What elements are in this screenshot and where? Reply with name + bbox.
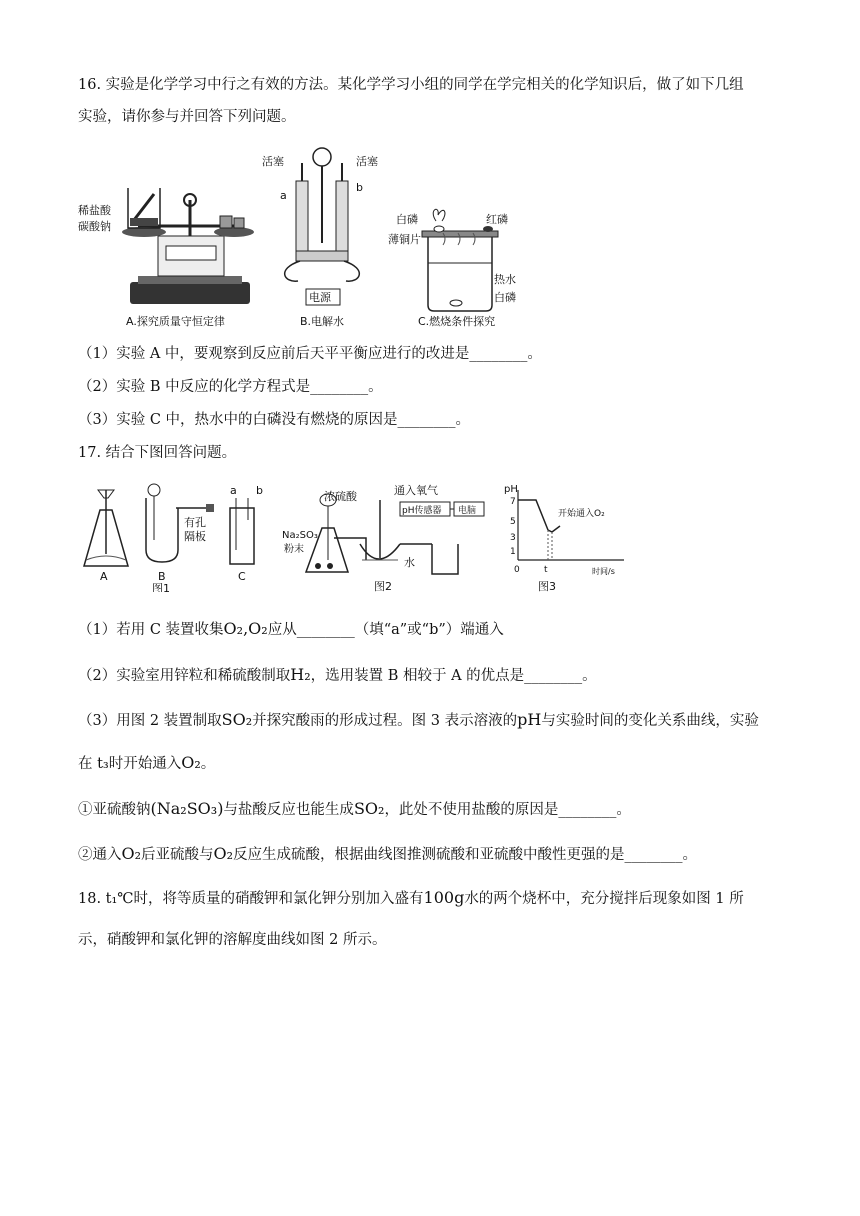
figure-17-1-apparatus [80, 480, 275, 592]
q18-line2: 示，硝酸钾和氯化钾的溶解度曲线如图 2 所示。 [78, 932, 387, 948]
fig-c-label-red-p: 红磷 [486, 213, 508, 226]
q17-intro: 17. 结合下图回答问题。 [78, 445, 237, 461]
q18-line1-mass: 100g [423, 888, 465, 907]
fig2-label-powder-2: 粉末 [284, 544, 304, 555]
fig1-caption: 图1 [152, 582, 170, 592]
fig-c-label-copper: 薄铜片 [388, 233, 421, 246]
fig1-label-C: C [238, 570, 246, 583]
fig1-label-B: B [158, 570, 166, 583]
fig3-tick-7: 7 [510, 497, 516, 507]
fig3-tick-0: 0 [514, 565, 520, 575]
fig-b-label-power: 电源 [309, 291, 331, 304]
fig-c-label-white-p-bottom: 白磷 [494, 291, 516, 304]
fig-c-label-white-p: 白磷 [396, 213, 418, 226]
fig-a-label-carbonate: 碳酸钠 [78, 220, 111, 233]
q17-sub3-line2-pre: 在 t₃时开始通入 [78, 756, 182, 772]
q17-part1-mid: 与盐酸反应也能生成 [223, 802, 354, 818]
q17-sub3-line2 [78, 752, 215, 775]
fig-b-label-a: a [280, 189, 287, 202]
q17-part2-pre: ②通入 [78, 847, 122, 863]
q16-intro-line2: 实验，请你参与并回答下列问题。 [78, 109, 296, 125]
q17-sub3-pre: （3）用图 2 装置制取 [78, 713, 222, 729]
q17-sub3-post: 与实验时间的变化关系曲线，实验 [541, 713, 759, 729]
fig-b-valve-right: 活塞 [356, 155, 378, 168]
fig2-caption: 图2 [374, 580, 392, 593]
q17-part2-formula: O₂ [121, 844, 142, 863]
fig-a-caption: A.探究质量守恒定律 [126, 315, 225, 328]
q18-line1-pre: 18. t₁℃时，将等质量的硝酸钾和氯化钾分别加入盛有 [78, 891, 424, 907]
fig1-label-a: a [230, 484, 237, 497]
q17-sub3-line1 [78, 709, 759, 732]
q16-intro-line1: 16. 实验是化学学习中行之有效的方法。某化学学习小组的同学在学完相关的化学知识后，做了如下几组 [78, 77, 744, 93]
q17-sub2-post: ，选用装置 B 相较于 A 的优点是________。 [310, 668, 597, 684]
fig-b-caption: B.电解水 [300, 315, 345, 328]
figure-17-3-ph-curve [500, 480, 630, 595]
fig2-label-oxygen: 通入氧气 [394, 484, 438, 497]
fig2-label-powder-1: Na₂SO₃ [282, 530, 318, 541]
fig2-label-water: 水 [404, 556, 415, 569]
fig-a-label-acid: 稀盐酸 [78, 204, 111, 217]
fig3-tick-t: t [544, 565, 548, 575]
q17-sub1-post: 应从________（填“a”或“b”）端通入 [267, 622, 504, 638]
q17-sub2-formula: H₂ [290, 665, 311, 684]
q17-part1-formula2: SO₂ [353, 799, 385, 818]
q17-part2-post: 反应生成硫酸，根据曲线图推测硫酸和亚硫酸中酸性更强的是________。 [233, 847, 698, 863]
q17-sub2-pre: （2）实验室用锌粒和稀硫酸制取 [78, 668, 291, 684]
q18-line1-post: 水的两个烧杯中，充分搅拌后现象如图 1 所 [464, 891, 744, 907]
q17-sub1-formula: O₂,O₂ [223, 619, 268, 638]
fig2-label-sensor: pH传感器 [402, 506, 442, 516]
q17-sub3-part1 [78, 798, 631, 821]
fig-c-label-hot-water: 热水 [494, 273, 516, 286]
q17-part1-pre: ①亚硫酸钠 [78, 802, 151, 818]
fig3-tick-5: 5 [510, 517, 516, 527]
q17-sub3-mid: 并探究酸雨的形成过程。图 3 表示溶液的 [252, 713, 518, 729]
fig-b-valve-left: 活塞 [262, 155, 284, 168]
fig3-label-ph: pH [504, 484, 518, 495]
q18-line1 [78, 887, 744, 910]
figure-a-balance [78, 180, 263, 330]
fig1-label-b: b [256, 484, 263, 497]
fig2-label-acid: 浓硫酸 [324, 490, 357, 503]
fig3-label-time: 时间/s [592, 567, 615, 576]
q17-part1-formula: (Na₂SO₃) [150, 799, 224, 818]
fig3-tick-3: 3 [510, 533, 516, 543]
figure-b-electrolysis [256, 143, 391, 333]
q17-part1-post: ，此处不使用盐酸的原因是________。 [384, 802, 631, 818]
fig3-caption: 图3 [538, 580, 556, 593]
q17-sub3-line2-formula: O₂ [181, 753, 201, 772]
q17-part2-formula2: O₂ [213, 844, 234, 863]
figure-17-2-apparatus [282, 480, 492, 595]
q17-sub3-line2-post: 。 [200, 756, 216, 772]
q17-sub1 [78, 618, 504, 641]
fig3-tick-1: 1 [510, 547, 516, 557]
q17-sub2 [78, 664, 597, 687]
fig-c-caption: C.燃烧条件探究 [418, 315, 496, 328]
fig1-label-A: A [100, 570, 108, 583]
q16-sub2: （2）实验 B 中反应的化学方程式是________。 [78, 379, 383, 395]
fig2-label-computer: 电脑 [458, 506, 477, 516]
figure-c-combustion [388, 205, 528, 330]
q17-sub1-pre: （1）若用 C 装置收集 [78, 622, 224, 638]
q16-sub3: （3）实验 C 中，热水中的白磷没有燃烧的原因是________。 [78, 412, 471, 428]
fig3-label-start: 开始通入O₂ [558, 509, 605, 519]
q17-sub3-ph: pH [517, 710, 542, 729]
q16-sub1: （1）实验 A 中，要观察到反应前后天平平衡应进行的改进是________。 [78, 346, 542, 362]
q17-part2-mid: 后亚硫酸与 [141, 847, 214, 863]
fig-b-label-b: b [356, 181, 363, 194]
q17-sub3-part2 [78, 843, 697, 866]
fig1-label-plate-2: 隔板 [184, 530, 206, 543]
fig1-label-plate-1: 有孔 [184, 516, 206, 529]
q17-sub3-formula: SO₂ [221, 710, 253, 729]
